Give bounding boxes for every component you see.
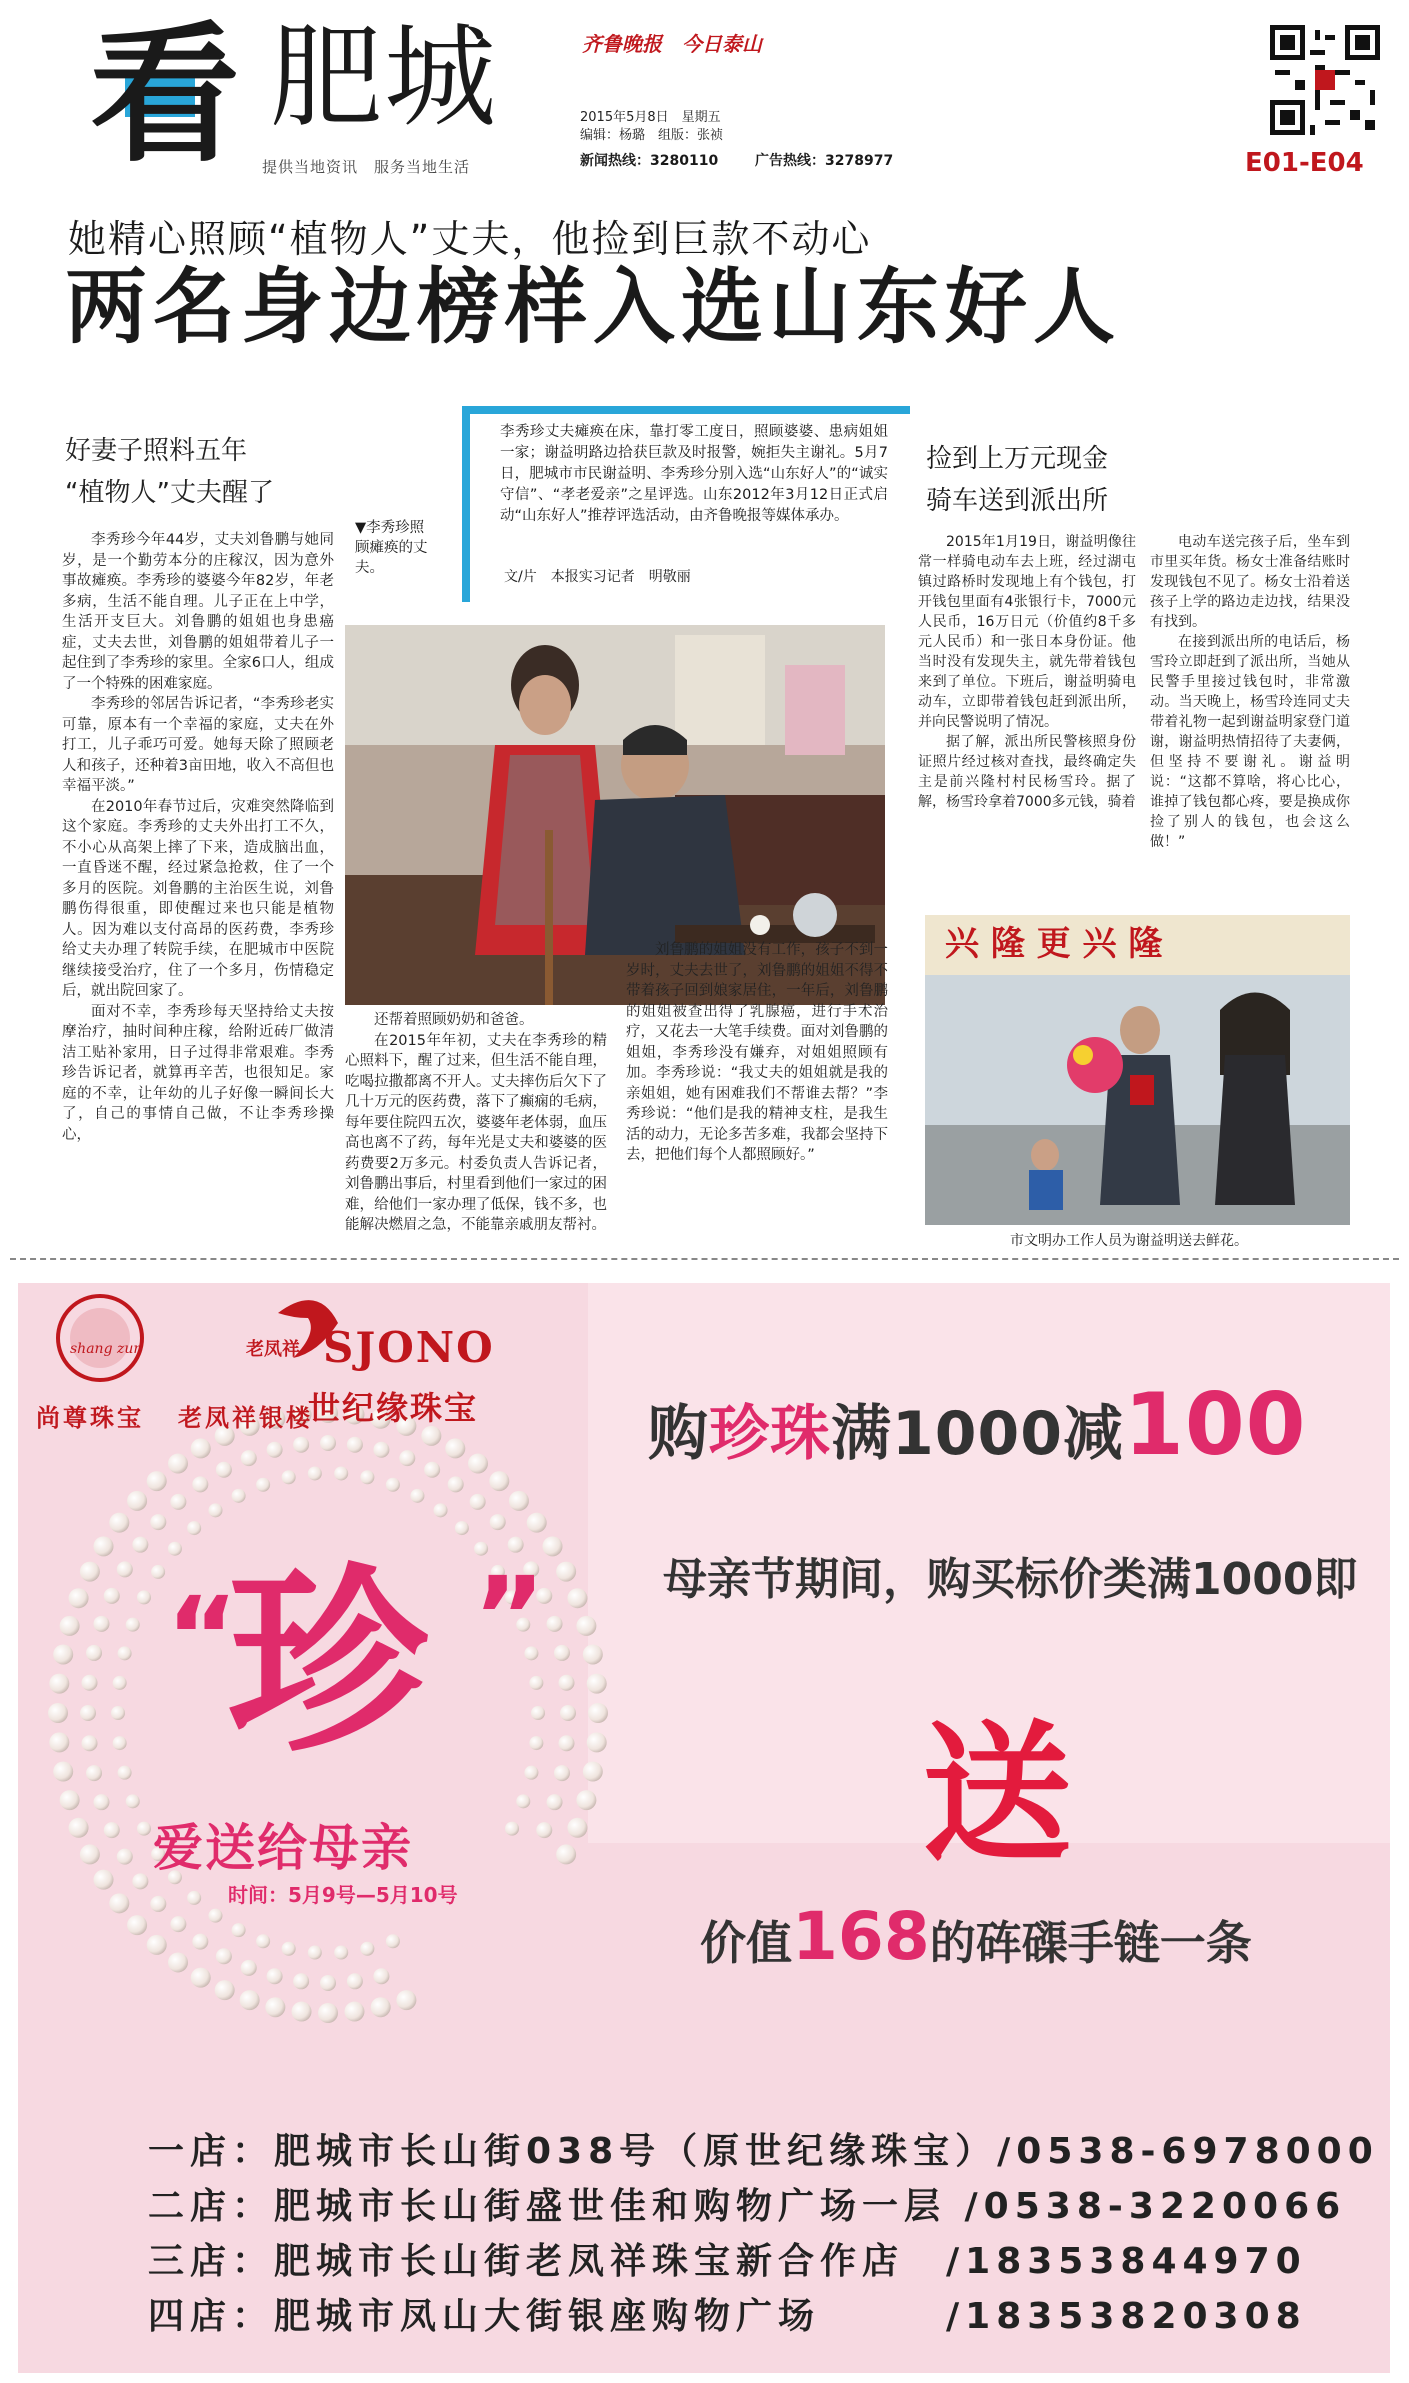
pearl (93, 1616, 109, 1632)
promo-text: 的砗磲手链一条 (929, 1916, 1252, 1970)
brand-2-mark: 老凤祥 (246, 1339, 300, 1360)
pearl (516, 1794, 530, 1808)
pearl (554, 1765, 570, 1781)
brand-shangzun: 尚尊珠宝 (36, 1403, 144, 1432)
pearl (80, 1705, 96, 1721)
pearl (113, 1676, 127, 1690)
pearl (434, 1503, 448, 1517)
pearl (567, 1818, 587, 1838)
pearl (542, 1536, 562, 1556)
promo-condition: 母亲节期间，购买标价类满1000即 (663, 1554, 1358, 1605)
paragraph: 刘鲁鹏的姐姐没有工作，孩子不到一岁时，丈夫去世了，刘鲁鹏的姐姐不得不带着孩子回到娘家居住，一年后，刘鲁鹏的姐姐被查出得了乳腺癌，进行手术治疗，又花去一大笔手续费。面对刘鲁鹏的姐姐，李秀珍没有嫌弃，对姐姐照顾有加。李秀珍说：“我丈夫的姐姐就是我的亲姐姐，她有困难我们不帮谁去帮？”李秀珍说：“他们是我的精神支柱，是我生活的动力，无论多苦多难，我都会坚持下去，把他们每个人都照顾好。” (626, 942, 888, 1163)
pearl (282, 1470, 296, 1484)
pearl (373, 1968, 389, 1984)
pearl (509, 1491, 529, 1511)
story1-subhead-line2: “植物人”丈夫醒了 (65, 478, 274, 508)
pearl (536, 1822, 552, 1838)
paragraph: 在2015年年初，丈夫在李秀珍的精心照料下，醒了过来，但生活不能自理，吃喝拉撒都离不开人。丈夫摔伤后欠下了几十万元的医药费，落下了癫痫的毛病，每年要住院四五次，婆婆年老体弱，血压高也离不了药，每年光是丈夫和婆婆的医药费要2万多元。村委负责人告诉记者，刘鲁鹏出事后，村里看到他们一家过的困难，给他们一家办理了低保，钱不多，也能解决燃眉之急，不能靠亲戚朋友帮衬。 (345, 1032, 607, 1233)
pearl (282, 1942, 296, 1956)
pearl (111, 1706, 125, 1720)
paragraph: 据了解，派出所民警核照身份证照片经过核对查找，最终确定失主是前兴隆村村民杨雪玲。据了解，杨雪玲拿着7000多元钱，骑着 (918, 734, 1136, 810)
article-kicker: 她精心照顾“植物人”丈夫，他捡到巨款不动心 (68, 217, 872, 261)
pearl (94, 1870, 114, 1890)
pearl (216, 1462, 232, 1478)
pearl (470, 1494, 486, 1510)
article-byline: 文/片 本报实习记者 明敬丽 (504, 569, 691, 585)
masthead-title: 肥城 (270, 13, 498, 143)
pearl (49, 1674, 69, 1694)
article-headline: 两名身边榜样入选山东好人 (65, 260, 1122, 355)
brand-shijiyuan: 世纪缘珠宝 (308, 1389, 479, 1427)
pearl (117, 1849, 133, 1865)
pearl (137, 1822, 151, 1836)
pearl (49, 1732, 69, 1752)
masthead-paper-name: 齐鲁晚报 今日泰山 (582, 32, 762, 56)
promo-discount: 100 (1124, 1375, 1307, 1475)
pearl (524, 1766, 538, 1780)
pearl (293, 1973, 309, 1989)
store-1: 一店：肥城市长山街038号（原世纪缘珠宝）/0538-6978000 (148, 2131, 1379, 2172)
pearl (547, 1794, 563, 1810)
jewelry-advertisement[interactable] (18, 1283, 1390, 2373)
pearl (334, 1466, 348, 1480)
pearl (170, 1494, 186, 1510)
pearl (360, 1942, 374, 1956)
store-4: 四店：肥城市凤山大街银座购物广场 /18353820308 (148, 2296, 1307, 2337)
section-divider (10, 1258, 1399, 1260)
pearl (48, 1703, 68, 1723)
promo-price: 168 (792, 1898, 930, 1975)
brand-sjono: SJONO (323, 1323, 495, 1372)
pearl (147, 1935, 167, 1955)
store-3: 三店：肥城市长山街老凤祥珠宝新合作店 /18353844970 (148, 2241, 1307, 2282)
pearl (558, 1735, 574, 1751)
pearl (410, 1489, 424, 1503)
pearl (508, 1537, 524, 1553)
pearl (137, 1590, 151, 1604)
pearl (318, 2003, 338, 2023)
story1-column-c (626, 940, 888, 1240)
story1-subhead-line1: 好妻子照料五年 (65, 436, 248, 466)
pearl (241, 1960, 257, 1976)
pearl (150, 1514, 166, 1530)
pearl (334, 1946, 348, 1960)
pearl (554, 1645, 570, 1661)
story1-subhead (65, 430, 274, 514)
promo-text: 满1000减 (831, 1399, 1124, 1469)
paragraph: 面对不幸，李秀珍每天坚持给丈夫按摩治疗，抽时间种庄稼，给附近砖厂做清洁工贴补家用，日子过得非常艰难。李秀珍告诉记者，就算再辛苦，也很知足。家庭的不幸，让年幼的儿子好像一瞬间长大了，自己的事情自己做，不让李秀珍操心， (62, 1003, 334, 1143)
pearl (60, 1790, 80, 1810)
pearl (69, 1588, 89, 1608)
news-hotline: 新闻热线：3280110 (580, 153, 719, 169)
pearl (86, 1765, 102, 1781)
story2-column-d (918, 532, 1136, 902)
pearl (468, 1454, 488, 1474)
pearl (168, 1542, 182, 1556)
promo-highlight: 珍珠 (709, 1399, 831, 1469)
pearl (187, 1521, 201, 1535)
paragraph: 李秀珍今年44岁，丈夫刘鲁鹏与她同岁，是一个勤劳本分的庄稼汉，因为意外事故瘫痪。李秀珍的婆婆今年82岁，年老多病，生活不能自理。儿子正在上中学，生活开支巨大。刘鲁鹏的姐姐也身患癌症，丈夫去世，刘鲁鹏的姐姐带着儿子一起住到了李秀珍的家里。全家6口人，组成了一个特殊的困难家庭。 (62, 532, 334, 692)
promo-value (700, 1898, 1252, 1975)
promo-gift: 送 (922, 1706, 1073, 1882)
masthead-title-highlight: 看 (90, 7, 241, 183)
pearl (240, 1990, 260, 2010)
pearl (424, 1462, 440, 1478)
pearl (556, 1562, 576, 1582)
pearl (547, 1616, 563, 1632)
pearl (80, 1562, 100, 1582)
pearl (109, 1513, 129, 1533)
love-slogan: 爱送给母亲 (153, 1819, 413, 1877)
brand-1-mark: shang zun (70, 1341, 143, 1357)
pearl (560, 1705, 576, 1721)
pearl (396, 1990, 416, 2010)
pearl (132, 1537, 148, 1553)
pearl (60, 1616, 80, 1636)
promo-text: 购 (648, 1399, 709, 1469)
pearl (347, 1973, 363, 1989)
pearl (371, 1997, 391, 2017)
pearl (320, 1975, 336, 1991)
pearl (445, 1438, 465, 1458)
pearl (587, 1674, 607, 1694)
paragraph: 李秀珍的邻居告诉记者，“李秀珍老实可靠，原本有一个幸福的家庭，丈夫在外打工，儿子乖巧可爱。她每天除了照顾老人和孩子，还种着3亩田地，收入不高但也幸福平淡。” (62, 696, 334, 794)
page-range: E01-E04 (1245, 148, 1364, 178)
pearl (132, 1873, 148, 1889)
pearl (267, 1442, 283, 1458)
pearl (127, 1915, 147, 1935)
story2-subhead (926, 438, 1108, 522)
pearl (104, 1588, 120, 1604)
pearl (576, 1790, 596, 1810)
pearl (567, 1588, 587, 1608)
pearl (293, 1437, 309, 1453)
pearl (170, 1916, 186, 1932)
story2-subhead-line2: 骑车送到派出所 (926, 486, 1109, 516)
quote-close: ” (473, 1553, 546, 1681)
pearl (127, 1491, 147, 1511)
pearl (583, 1762, 603, 1782)
pearl (192, 1476, 208, 1492)
pearl (147, 1471, 167, 1491)
promo-text: 价值 (700, 1916, 792, 1970)
pearl (80, 1844, 100, 1864)
story1-column-b (345, 1010, 607, 1240)
zhen-character: 珍 (228, 1545, 429, 1780)
pearl (308, 1946, 322, 1960)
pearl (232, 1923, 246, 1937)
pearl (113, 1736, 127, 1750)
paragraph: 在接到派出所的电话后，杨雪玲立即赶到了派出所，当她从民警手里接过钱包时，非常激动。当天晚上，杨雪玲连同丈夫带着礼物一起到谢益明家登门道谢，谢益明热情招待了夫妻俩，但坚持不要谢礼。谢益明说：“这都不算啥，将心比心，谁掉了钱包都心疼，要是换成你捡了别人的钱包，也会这么做！” (1150, 634, 1350, 850)
story2-subhead-line1: 捡到上万元现金 (926, 444, 1109, 474)
pearl (191, 1438, 211, 1458)
pearl (347, 1437, 363, 1453)
pearl (529, 1736, 543, 1750)
pearl (151, 1565, 165, 1579)
pearl (118, 1646, 132, 1660)
pearl (82, 1735, 98, 1751)
store-2: 二店：肥城市长山街盛世佳和购物广场一层 /0538-3220066 (148, 2186, 1347, 2227)
pearl (505, 1822, 519, 1836)
pearl (527, 1513, 547, 1533)
pearl (69, 1818, 89, 1838)
masthead-date: 2015年5月8日 星期五 (580, 110, 721, 125)
pearl (192, 1934, 208, 1950)
pearl (490, 1514, 506, 1530)
pearl (386, 1934, 400, 1948)
pearl (308, 1466, 322, 1480)
pearl (241, 1450, 257, 1466)
pearl (583, 1644, 603, 1664)
pearl (232, 1489, 246, 1503)
paragraph: 电动车送完孩子后，坐车到市里买年货。杨女士准备结账时发现钱包不见了。杨女士沿着送孩子上学的路边走边找，结果没有找到。 (1150, 534, 1350, 630)
pearl (448, 1476, 464, 1492)
pearl (360, 1470, 374, 1484)
pearl (191, 1968, 211, 1988)
ad-hotline: 广告热线：3278977 (755, 153, 894, 169)
story1-column-a (62, 530, 334, 1240)
promo-period: 时间：5月9号—5月10号 (228, 1883, 458, 1907)
pearl (556, 1844, 576, 1864)
pearl (168, 1952, 188, 1972)
pearl (53, 1762, 73, 1782)
quote-open: “ (166, 1573, 239, 1701)
paragraph: 2015年1月19日，谢益明像往常一样骑电动车去上班，经过湖屯镇过路桥时发现地上有个钱包，打开钱包里面有4张银行卡，7000元人民币，16万日元（价值约8千多元人民币）和一张日本身份证。他当时没有发现失主，就先带着钱包来到了单位。下班后，谢益明骑电动车，立即带着钱包赶到派出所，并向民警说明了情况。 (918, 534, 1136, 730)
pearl (489, 1471, 509, 1491)
pearl (216, 1948, 232, 1964)
pearl (82, 1675, 98, 1691)
masthead-editors: 编辑：杨璐 组版：张祯 (580, 128, 724, 143)
pearl (208, 1909, 222, 1923)
pearl (117, 1561, 133, 1577)
pearl (373, 1442, 389, 1458)
pearl (215, 1980, 235, 2000)
paragraph: 还帮着照顾奶奶和爸爸。 (374, 1012, 534, 1028)
qr-code[interactable] (1270, 25, 1380, 135)
masthead-slogan: 提供当地资讯 服务当地生活 (262, 158, 471, 176)
brand-laofengxiang: 老凤祥银楼 (178, 1403, 313, 1432)
pearl (168, 1454, 188, 1474)
pearl (267, 1968, 283, 1984)
pearl (93, 1794, 109, 1810)
pearl (109, 1893, 129, 1913)
pearl (118, 1766, 132, 1780)
pearl (292, 2002, 312, 2022)
story2-photo-caption: 市文明办工作人员为谢益明送去鲜花。 (1010, 1233, 1248, 1249)
pearl (576, 1616, 596, 1636)
paragraph: 在2010年春节过后，灾难突然降临到这个家庭。李秀珍的丈夫外出打工不久，不小心从高架上摔了下来，造成脑出血，一直昏迷不醒，经过紧急抢救，住了一个多月的医院。刘鲁鹏的主治医生说，刘鲁鹏伤得很重，即使醒过来也只能是植物人。因为难以支付高昂的医药费，李秀珍给丈夫办理了转院手续，在肥城市中医院继续接受治疗，住了一个多月，伤情稳定后，就出院回家了。 (62, 798, 334, 999)
pearl (53, 1644, 73, 1664)
pearl (256, 1478, 270, 1492)
pearl (399, 1450, 415, 1466)
pearl (265, 1997, 285, 2017)
pearl (187, 1891, 201, 1905)
pearl (588, 1703, 608, 1723)
pearl (104, 1822, 120, 1838)
pearl (208, 1503, 222, 1517)
pearl (86, 1645, 102, 1661)
pearl (320, 1435, 336, 1451)
pearl (344, 2002, 364, 2022)
pearl (558, 1675, 574, 1691)
story1-photo-caption: ▼李秀珍照顾瘫痪的丈夫。 (355, 520, 428, 576)
photo-banner-text: 兴 隆 更 兴 隆 (945, 924, 1163, 964)
pearl (126, 1794, 140, 1808)
promo-headline (648, 1375, 1307, 1475)
pearl (150, 1896, 166, 1912)
pearl (455, 1521, 469, 1535)
story2-column-e (1150, 532, 1350, 902)
pearl (256, 1934, 270, 1948)
pearl (94, 1536, 114, 1556)
pearl (126, 1618, 140, 1632)
pearl (531, 1706, 545, 1720)
pearl (386, 1478, 400, 1492)
photo-award-flowers (925, 915, 1350, 1225)
article-lead: 李秀珍丈夫瘫痪在床，靠打零工度日，照顾婆婆、患病姐姐一家；谢益明路边拾获巨款及时报警，婉拒失主谢礼。5月7日，肥城市市民谢益明、李秀珍分别入选“山东好人”的“诚实守信”、“孝老爱亲”之星评选。山东2012年3月12日正式启动“山东好人”推荐评选活动，由齐鲁晚报等媒体承办。 (500, 424, 888, 524)
pearl (587, 1732, 607, 1752)
